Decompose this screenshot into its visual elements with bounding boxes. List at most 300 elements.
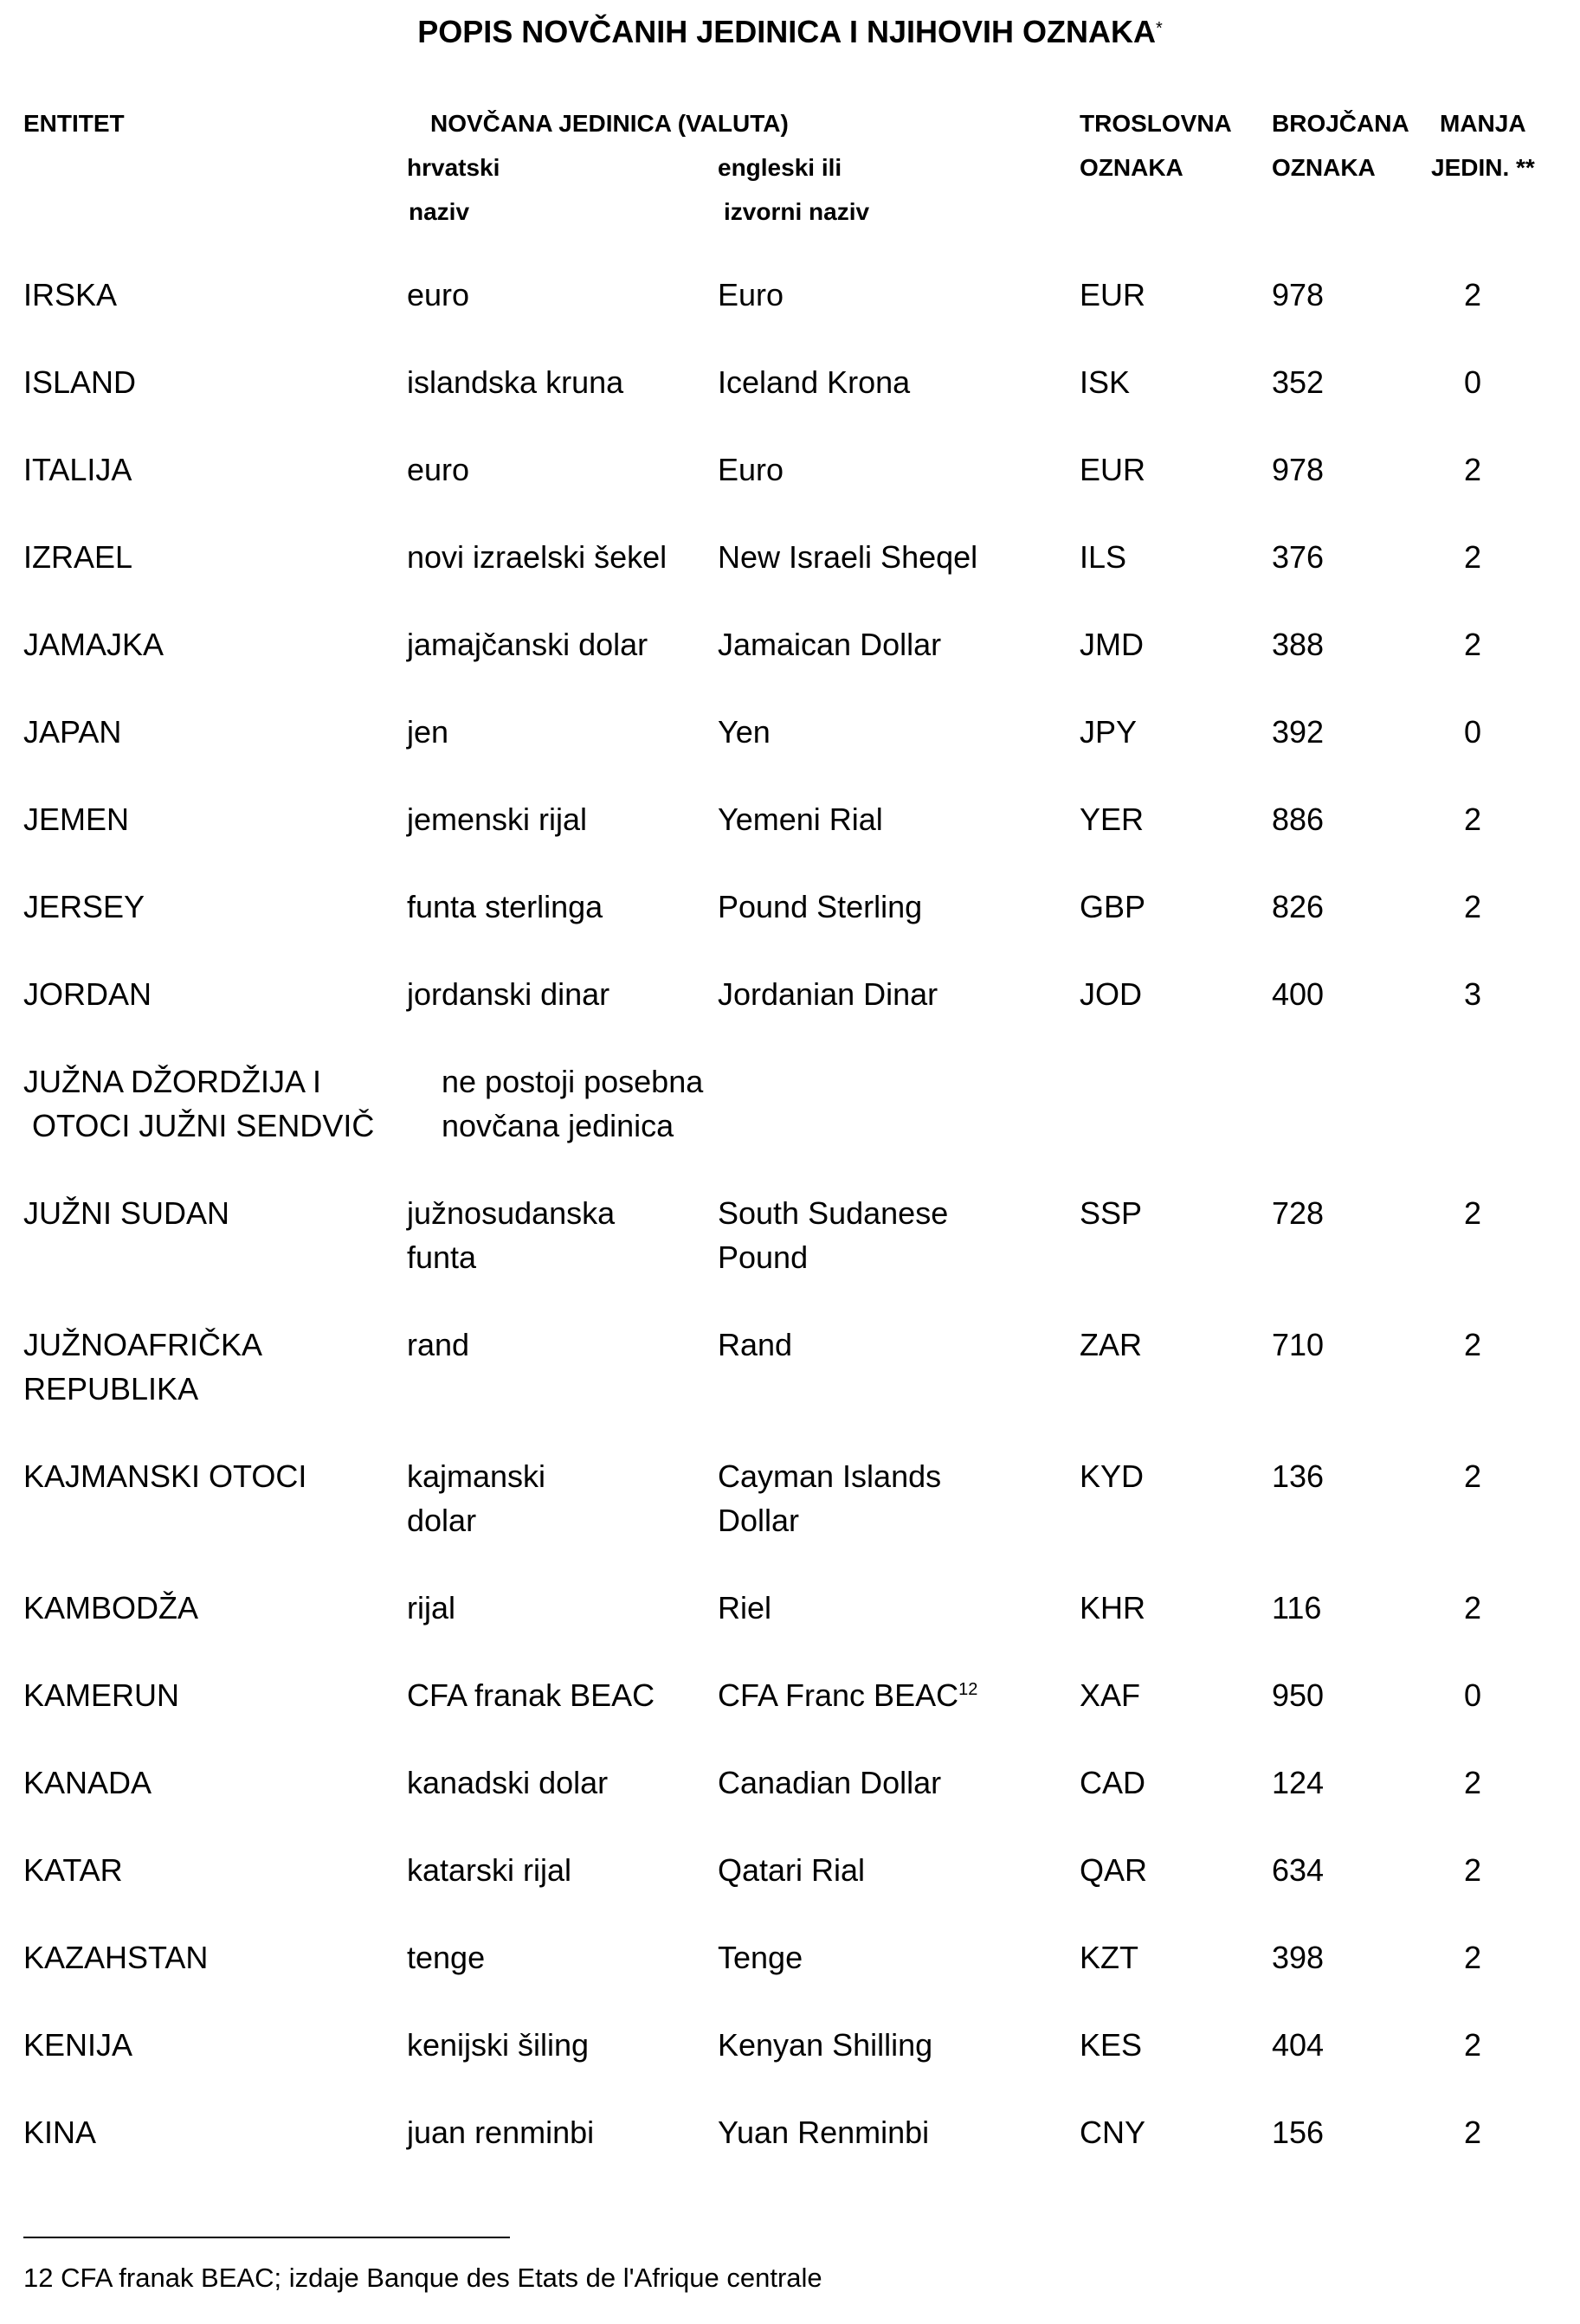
english-name-cell xyxy=(718,360,910,404)
alpha-code-cell xyxy=(1080,885,1145,929)
alpha-code-cell xyxy=(1080,1848,1147,1892)
minor-unit-cell-line xyxy=(1454,360,1491,404)
entity-cell-line xyxy=(23,1673,179,1717)
minor-unit-cell-line xyxy=(1454,885,1491,929)
table-row xyxy=(0,1454,1580,1586)
english-name-cell-text: CFA Franc BEAC xyxy=(718,1677,959,1713)
numeric-code-cell xyxy=(1272,535,1324,579)
entity-cell xyxy=(23,1586,198,1630)
entity-cell-line xyxy=(23,1059,374,1104)
minor-unit-cell-line xyxy=(1454,535,1491,579)
title-text: POPIS NOVČANIH JEDINICA I NJIHOVIH OZNAKA xyxy=(417,14,1156,49)
entity-cell-line xyxy=(23,2110,96,2154)
entity-cell-text: JUŽNI SUDAN xyxy=(23,1195,230,1231)
entity-cell xyxy=(23,1673,179,1717)
alpha-code-cell-line xyxy=(1080,1323,1142,1367)
entity-cell xyxy=(23,1848,123,1892)
alpha-code-cell-text: CAD xyxy=(1080,1765,1146,1800)
english-name-cell-text: Euro xyxy=(718,277,784,312)
croatian-name-cell-text: rand xyxy=(407,1327,470,1362)
english-name-cell xyxy=(718,447,784,492)
alpha-code-cell xyxy=(1080,1761,1145,1805)
english-name-cell xyxy=(718,622,941,666)
english-name-cell-text: Tenge xyxy=(718,1940,803,1975)
croatian-name-cell-line xyxy=(407,710,448,754)
page-title xyxy=(0,12,1580,52)
entity-cell xyxy=(23,885,145,929)
alpha-code-cell xyxy=(1080,972,1142,1016)
numeric-code-cell xyxy=(1272,1454,1324,1498)
numeric-code-cell-line xyxy=(1272,885,1324,929)
croatian-name-cell-text: funta xyxy=(407,1239,477,1275)
numeric-code-cell xyxy=(1272,1761,1324,1805)
croatian-name-cell-line xyxy=(407,1323,469,1367)
alpha-code-cell-line xyxy=(1080,972,1142,1016)
alpha-code-cell-text: KZT xyxy=(1080,1940,1138,1975)
table-row xyxy=(0,2023,1580,2110)
entity-cell-text: KAMERUN xyxy=(23,1677,180,1713)
entity-cell-line xyxy=(23,710,121,754)
english-name-cell-text: Riel xyxy=(718,1590,772,1626)
entity-cell-text: JORDAN xyxy=(23,976,152,1012)
table-row xyxy=(0,1191,1580,1323)
entity-cell-line xyxy=(23,1191,229,1235)
numeric-code-cell-text: 376 xyxy=(1272,539,1325,575)
numeric-code-cell xyxy=(1272,360,1324,404)
entity-cell-text: KINA xyxy=(23,2115,97,2150)
minor-unit-cell-text: 2 xyxy=(1463,889,1482,924)
numeric-code-cell xyxy=(1272,972,1324,1016)
numeric-code-cell-text: 392 xyxy=(1272,714,1325,750)
alpha-code-cell-line xyxy=(1080,797,1144,841)
english-name-cell xyxy=(718,885,922,929)
alpha-code-cell xyxy=(1080,797,1144,841)
minor-unit-cell-text: 0 xyxy=(1463,714,1482,750)
english-name-cell-text: Euro xyxy=(718,452,784,487)
entity-cell-text: JERSEY xyxy=(23,889,145,924)
minor-unit-cell-text: 2 xyxy=(1463,1940,1482,1975)
header-code-1: TROSLOVNA xyxy=(1080,110,1232,137)
english-name-cell-line xyxy=(718,710,771,754)
english-name-cell-text: Rand xyxy=(718,1327,793,1362)
english-name-cell xyxy=(718,1935,803,1980)
entity-cell xyxy=(23,797,129,841)
minor-unit-cell-line xyxy=(1454,1935,1491,1980)
minor-unit-cell xyxy=(1454,622,1491,666)
croatian-name-cell-text: jen xyxy=(407,714,449,750)
minor-unit-cell-line xyxy=(1454,2110,1491,2154)
entity-cell-text: IZRAEL xyxy=(23,539,133,575)
croatian-name-cell xyxy=(407,2110,594,2154)
alpha-code-cell-text: CNY xyxy=(1080,2115,1146,2150)
croatian-name-cell xyxy=(407,447,469,492)
english-name-cell-text: Yen xyxy=(718,714,771,750)
minor-unit-cell xyxy=(1454,1454,1491,1498)
entity-cell-text: ISLAND xyxy=(23,364,137,400)
entity-cell-line xyxy=(23,1323,262,1367)
english-name-cell-text: Dollar xyxy=(718,1503,800,1538)
numeric-code-cell-text: 124 xyxy=(1272,1765,1325,1800)
numeric-code-cell-text: 978 xyxy=(1272,277,1325,312)
header-minor-2: JEDIN. ** xyxy=(1431,154,1535,181)
footnote-ref: 12 xyxy=(958,1680,978,1699)
numeric-code-cell xyxy=(1272,797,1324,841)
english-name-cell xyxy=(718,797,883,841)
table-row xyxy=(0,1935,1580,2023)
alpha-code-cell-line xyxy=(1080,1454,1144,1498)
english-name-cell-line xyxy=(718,1848,865,1892)
alpha-code-cell-text: KHR xyxy=(1080,1590,1146,1626)
note-cell-text: novčana jedinica xyxy=(442,1108,674,1143)
table-row xyxy=(0,360,1580,447)
entity-cell xyxy=(23,535,132,579)
croatian-name-cell-line xyxy=(407,2110,594,2154)
minor-unit-cell-line xyxy=(1454,622,1491,666)
minor-unit-cell-line xyxy=(1454,797,1491,841)
note-cell-text: ne postoji posebna xyxy=(442,1064,704,1099)
minor-unit-cell-text: 2 xyxy=(1463,1195,1482,1231)
minor-unit-cell xyxy=(1454,1935,1491,1980)
numeric-code-cell-line xyxy=(1272,710,1324,754)
alpha-code-cell xyxy=(1080,1191,1142,1235)
english-name-cell-line xyxy=(718,273,784,317)
croatian-name-cell xyxy=(407,1761,608,1805)
minor-unit-cell xyxy=(1454,710,1491,754)
english-name-cell-line xyxy=(718,972,938,1016)
numeric-code-cell-line xyxy=(1272,1761,1324,1805)
english-name-cell-line xyxy=(718,622,941,666)
alpha-code-cell-text: JMD xyxy=(1080,627,1144,662)
croatian-name-cell-line xyxy=(407,797,587,841)
table-row xyxy=(0,710,1580,797)
english-name-cell-line xyxy=(718,1191,948,1235)
entity-cell xyxy=(23,447,132,492)
croatian-name-cell xyxy=(407,1848,571,1892)
alpha-code-cell xyxy=(1080,273,1145,317)
minor-unit-cell-text: 2 xyxy=(1463,539,1482,575)
english-name-cell xyxy=(718,273,784,317)
entity-cell-text: OTOCI JUŽNI SENDVIČ xyxy=(23,1108,375,1143)
croatian-name-cell-text: kajmanski xyxy=(407,1458,546,1494)
numeric-code-cell xyxy=(1272,710,1324,754)
header-entity: ENTITET xyxy=(23,110,125,137)
english-name-cell-text: Canadian Dollar xyxy=(718,1765,942,1800)
minor-unit-cell xyxy=(1454,797,1491,841)
entity-cell xyxy=(23,2023,132,2067)
alpha-code-cell xyxy=(1080,710,1137,754)
croatian-name-cell-text: jemenski rijal xyxy=(407,801,588,837)
croatian-name-cell-text: euro xyxy=(407,452,470,487)
numeric-code-cell-text: 728 xyxy=(1272,1195,1325,1231)
table-row xyxy=(0,1761,1580,1848)
table-row xyxy=(0,1323,1580,1454)
numeric-code-cell-line xyxy=(1272,622,1324,666)
alpha-code-cell-line xyxy=(1080,1673,1140,1717)
entity-cell-text: KAJMANSKI OTOCI xyxy=(23,1458,307,1494)
header-num-1: BROJČANA xyxy=(1272,110,1409,137)
entity-cell xyxy=(23,360,136,404)
english-name-cell-text: Yuan Renminbi xyxy=(718,2115,930,2150)
entity-cell xyxy=(23,1935,208,1980)
croatian-name-cell-line xyxy=(407,447,469,492)
header-en-1: engleski ili xyxy=(718,154,842,181)
entity-cell-line xyxy=(23,360,136,404)
english-name-cell-line xyxy=(718,797,883,841)
numeric-code-cell-text: 826 xyxy=(1272,889,1325,924)
title-footnote-mark: * xyxy=(1155,19,1163,38)
english-name-cell-text: Yemeni Rial xyxy=(718,801,883,837)
minor-unit-cell-text: 0 xyxy=(1463,364,1482,400)
numeric-code-cell-line xyxy=(1272,1673,1324,1717)
alpha-code-cell-line xyxy=(1080,1761,1145,1805)
english-name-cell-text: Kenyan Shilling xyxy=(718,2027,933,2063)
entity-cell xyxy=(23,1059,374,1148)
english-name-cell-line xyxy=(718,1761,941,1805)
alpha-code-cell-line xyxy=(1080,2110,1145,2154)
croatian-name-cell xyxy=(407,797,587,841)
alpha-code-cell-line xyxy=(1080,535,1126,579)
minor-unit-cell-text: 2 xyxy=(1463,1765,1482,1800)
alpha-code-cell-line xyxy=(1080,1935,1138,1980)
header-minor-1: MANJA xyxy=(1440,110,1526,137)
entity-cell-line xyxy=(23,1586,198,1630)
entity-cell-text: KAZAHSTAN xyxy=(23,1940,209,1975)
croatian-name-cell xyxy=(407,360,623,404)
minor-unit-cell-line xyxy=(1454,1761,1491,1805)
croatian-name-cell-line xyxy=(407,2023,589,2067)
english-name-cell xyxy=(718,535,977,579)
croatian-name-cell-line xyxy=(407,1235,615,1279)
minor-unit-cell xyxy=(1454,1848,1491,1892)
croatian-name-cell-line xyxy=(407,1848,571,1892)
croatian-name-cell-line xyxy=(407,1191,615,1235)
table-row xyxy=(0,1059,1580,1191)
english-name-cell-line xyxy=(718,1586,771,1630)
croatian-name-cell-line xyxy=(407,1586,455,1630)
alpha-code-cell-text: ISK xyxy=(1080,364,1131,400)
croatian-name-cell xyxy=(407,1935,485,1980)
numeric-code-cell xyxy=(1272,1191,1324,1235)
numeric-code-cell-line xyxy=(1272,273,1324,317)
alpha-code-cell-line xyxy=(1080,447,1145,492)
numeric-code-cell xyxy=(1272,622,1324,666)
minor-unit-cell-line xyxy=(1454,1673,1491,1717)
numeric-code-cell xyxy=(1272,447,1324,492)
footnote: 12 CFA franak BEAC; izdaje Banque des Etats de l'Afrique centrale xyxy=(23,2263,822,2293)
minor-unit-cell xyxy=(1454,447,1491,492)
english-name-cell-line xyxy=(718,447,784,492)
numeric-code-cell-line xyxy=(1272,535,1324,579)
entity-cell-text: KANADA xyxy=(23,1765,152,1800)
note-cell-line xyxy=(442,1059,703,1104)
alpha-code-cell-text: KES xyxy=(1080,2027,1143,2063)
entity-cell xyxy=(23,2110,96,2154)
alpha-code-cell-line xyxy=(1080,710,1137,754)
minor-unit-cell-text: 2 xyxy=(1463,1852,1482,1888)
alpha-code-cell-line xyxy=(1080,2023,1142,2067)
numeric-code-cell xyxy=(1272,2110,1324,2154)
entity-cell xyxy=(23,972,152,1016)
minor-unit-cell-line xyxy=(1454,447,1491,492)
minor-unit-cell xyxy=(1454,1586,1491,1630)
minor-unit-cell-text: 2 xyxy=(1463,1327,1482,1362)
entity-cell-text: ITALIJA xyxy=(23,452,132,487)
numeric-code-cell-line xyxy=(1272,1191,1324,1235)
croatian-name-cell-text: jamajčanski dolar xyxy=(407,627,648,662)
english-name-cell-line xyxy=(718,885,922,929)
numeric-code-cell-text: 116 xyxy=(1272,1590,1322,1626)
entity-cell-line xyxy=(23,535,132,579)
croatian-name-cell-text: tenge xyxy=(407,1940,486,1975)
alpha-code-cell-line xyxy=(1080,1848,1147,1892)
english-name-cell-line xyxy=(718,1673,977,1717)
alpha-code-cell-line xyxy=(1080,273,1145,317)
minor-unit-cell-text: 2 xyxy=(1463,277,1482,312)
minor-unit-cell xyxy=(1454,972,1491,1016)
minor-unit-cell xyxy=(1454,1761,1491,1805)
english-name-cell-text: Jordanian Dinar xyxy=(718,976,938,1012)
numeric-code-cell xyxy=(1272,885,1324,929)
croatian-name-cell-line xyxy=(407,360,623,404)
entity-cell xyxy=(23,1761,152,1805)
croatian-name-cell-line xyxy=(407,1498,545,1542)
croatian-name-cell-line xyxy=(407,972,609,1016)
table-row xyxy=(0,972,1580,1059)
minor-unit-cell-text: 2 xyxy=(1463,452,1482,487)
minor-unit-cell-text: 2 xyxy=(1463,1458,1482,1494)
header-hr-1: hrvatski xyxy=(407,154,500,181)
alpha-code-cell xyxy=(1080,2023,1142,2067)
alpha-code-cell-text: EUR xyxy=(1080,277,1146,312)
numeric-code-cell-text: 886 xyxy=(1272,801,1325,837)
alpha-code-cell-line xyxy=(1080,1586,1145,1630)
numeric-code-cell-text: 136 xyxy=(1272,1458,1325,1494)
numeric-code-cell xyxy=(1272,2023,1324,2067)
numeric-code-cell-line xyxy=(1272,972,1324,1016)
entity-cell-line xyxy=(23,1935,208,1980)
alpha-code-cell-text: ILS xyxy=(1080,539,1127,575)
minor-unit-cell xyxy=(1454,1673,1491,1717)
english-name-cell-line xyxy=(718,1935,803,1980)
croatian-name-cell-line xyxy=(407,1935,485,1980)
croatian-name-cell xyxy=(407,2023,589,2067)
entity-cell-line xyxy=(23,447,132,492)
english-name-cell xyxy=(718,1454,941,1542)
alpha-code-cell-line xyxy=(1080,360,1130,404)
alpha-code-cell xyxy=(1080,2110,1145,2154)
english-name-cell-line xyxy=(718,2023,932,2067)
croatian-name-cell-text: CFA franak BEAC xyxy=(407,1677,655,1713)
numeric-code-cell-line xyxy=(1272,1454,1324,1498)
header-currency: NOVČANA JEDINICA (VALUTA) xyxy=(430,110,789,137)
english-name-cell xyxy=(718,1673,977,1717)
entity-cell-text: JUŽNA DŽORDŽIJA I xyxy=(23,1064,322,1099)
alpha-code-cell-text: EUR xyxy=(1080,452,1146,487)
table-row xyxy=(0,447,1580,535)
header-code-2: OZNAKA xyxy=(1080,154,1183,181)
entity-cell-line xyxy=(23,885,145,929)
minor-unit-cell xyxy=(1454,360,1491,404)
croatian-name-cell xyxy=(407,1191,615,1279)
numeric-code-cell-text: 156 xyxy=(1272,2115,1325,2150)
numeric-code-cell-line xyxy=(1272,797,1324,841)
english-name-cell-text: Pound Sterling xyxy=(718,889,923,924)
english-name-cell xyxy=(718,710,771,754)
numeric-code-cell-text: 352 xyxy=(1272,364,1325,400)
numeric-code-cell-line xyxy=(1272,447,1324,492)
croatian-name-cell xyxy=(407,1673,655,1717)
croatian-name-cell-line xyxy=(407,622,648,666)
minor-unit-cell-text: 2 xyxy=(1463,1590,1482,1626)
croatian-name-cell-text: novi izraelski šekel xyxy=(407,539,667,575)
english-name-cell xyxy=(718,2023,932,2067)
croatian-name-cell-line xyxy=(407,885,603,929)
alpha-code-cell-text: KYD xyxy=(1080,1458,1145,1494)
numeric-code-cell-text: 634 xyxy=(1272,1852,1325,1888)
minor-unit-cell xyxy=(1454,885,1491,929)
minor-unit-cell-text: 0 xyxy=(1463,1677,1482,1713)
croatian-name-cell-text: euro xyxy=(407,277,470,312)
english-name-cell xyxy=(718,1323,792,1367)
numeric-code-cell-text: 404 xyxy=(1272,2027,1325,2063)
croatian-name-cell xyxy=(407,1586,455,1630)
currency-table xyxy=(0,273,1580,2198)
numeric-code-cell xyxy=(1272,273,1324,317)
english-name-cell-line xyxy=(718,2110,929,2154)
alpha-code-cell-text: QAR xyxy=(1080,1852,1148,1888)
alpha-code-cell-line xyxy=(1080,885,1145,929)
english-name-cell-line xyxy=(718,360,910,404)
table-row xyxy=(0,622,1580,710)
croatian-name-cell xyxy=(407,972,609,1016)
entity-cell-text: IRSKA xyxy=(23,277,118,312)
english-name-cell xyxy=(718,1191,948,1279)
alpha-code-cell xyxy=(1080,1935,1138,1980)
croatian-name-cell xyxy=(407,535,667,579)
english-name-cell-line xyxy=(718,1454,941,1498)
entity-cell-text: JUŽNOAFRIČKA xyxy=(23,1327,263,1362)
numeric-code-cell-line xyxy=(1272,1848,1324,1892)
english-name-cell xyxy=(718,1848,865,1892)
numeric-code-cell-text: 388 xyxy=(1272,627,1325,662)
entity-cell-text: JEMEN xyxy=(23,801,130,837)
entity-cell-line xyxy=(23,2023,132,2067)
english-name-cell-line xyxy=(718,535,977,579)
croatian-name-cell-text: južnosudanska xyxy=(407,1195,616,1231)
croatian-name-cell xyxy=(407,885,603,929)
croatian-name-cell-text: katarski rijal xyxy=(407,1852,572,1888)
minor-unit-cell xyxy=(1454,1191,1491,1235)
note-cell-line xyxy=(442,1104,703,1148)
english-name-cell-text: South Sudanese xyxy=(718,1195,949,1231)
alpha-code-cell xyxy=(1080,622,1144,666)
minor-unit-cell xyxy=(1454,2023,1491,2067)
numeric-code-cell xyxy=(1272,1586,1321,1630)
english-name-cell-text: Pound xyxy=(718,1239,809,1275)
entity-cell-line xyxy=(23,1104,374,1148)
entity-cell-line xyxy=(23,273,117,317)
alpha-code-cell xyxy=(1080,1673,1140,1717)
minor-unit-cell xyxy=(1454,535,1491,579)
alpha-code-cell xyxy=(1080,447,1145,492)
numeric-code-cell xyxy=(1272,1323,1324,1367)
table-row xyxy=(0,797,1580,885)
minor-unit-cell xyxy=(1454,273,1491,317)
english-name-cell-text: New Israeli Sheqel xyxy=(718,539,978,575)
entity-cell xyxy=(23,710,121,754)
entity-cell xyxy=(23,1191,229,1235)
entity-cell xyxy=(23,273,117,317)
